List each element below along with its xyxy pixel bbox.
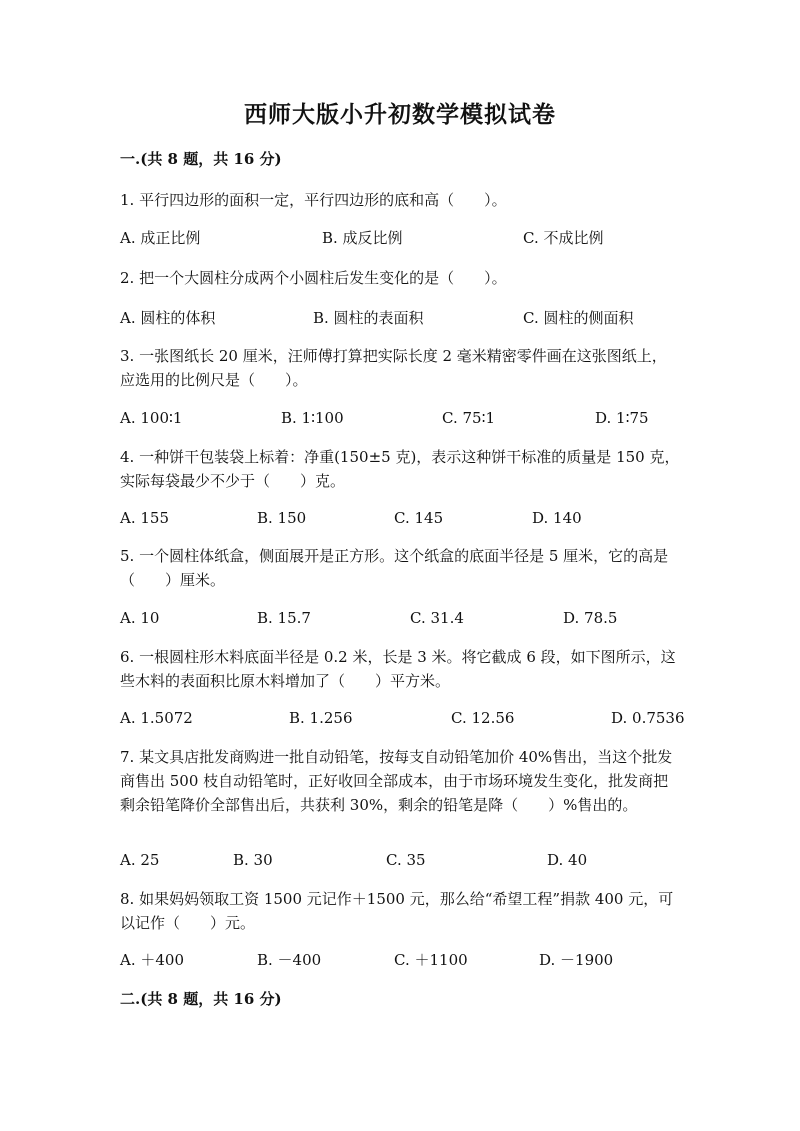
question-1: 1. 平行四边形的面积一定，平行四边形的底和高（ ）。 bbox=[120, 191, 507, 209]
option-a[interactable]: A. ＋400 bbox=[120, 951, 184, 969]
option-b[interactable]: B. 圆柱的表面积 bbox=[313, 309, 424, 327]
question-8: 8. 如果妈妈领取工资 1500 元记作＋1500 元，那么给“希望工程”捐款 400 元，可以记作（ ）元。 bbox=[120, 890, 674, 932]
question-4-options bbox=[120, 506, 700, 530]
question-8-options bbox=[120, 948, 700, 972]
question-3: 3. 一张图纸长 20 厘米，汪师傅打算把实际长度 2 毫米精密零件画在这张图纸上，应选用的比例尺是（ ）。 bbox=[120, 347, 667, 389]
option-d[interactable]: D. 1∶75 bbox=[595, 409, 649, 427]
option-c[interactable]: C. 31.4 bbox=[410, 609, 464, 627]
question-5: 5. 一个圆柱体纸盒，侧面展开是正方形。这个纸盒的底面半径是 5 厘米，它的高是（ ）厘米。 bbox=[120, 547, 669, 589]
option-b[interactable]: B. 1∶100 bbox=[281, 409, 344, 427]
page-title: 西师大版小升初数学模拟试卷 bbox=[244, 101, 556, 128]
option-a[interactable]: A. 100∶1 bbox=[120, 409, 183, 427]
section-heading-2: 二.(共 8 题，共 16 分) bbox=[120, 990, 282, 1008]
option-c[interactable]: C. 145 bbox=[394, 509, 444, 527]
option-a[interactable]: A. 155 bbox=[120, 509, 169, 527]
option-d[interactable]: D. 140 bbox=[532, 509, 582, 527]
option-c[interactable]: C. 75∶1 bbox=[442, 409, 496, 427]
question-5-options bbox=[120, 606, 700, 630]
option-b[interactable]: B. －400 bbox=[257, 951, 322, 969]
option-d[interactable]: D. 78.5 bbox=[563, 609, 618, 627]
option-c[interactable]: C. ＋1100 bbox=[394, 951, 468, 969]
question-1-options bbox=[120, 226, 700, 250]
question-6: 6. 一根圆柱形木料底面半径是 0.2 米，长是 3 米。将它截成 6 段，如下图所示，这些木料的表面积比原木料增加了（ ）平方米。 bbox=[120, 648, 676, 690]
option-b[interactable]: B. 15.7 bbox=[257, 609, 311, 627]
option-a[interactable]: A. 圆柱的体积 bbox=[120, 309, 216, 327]
option-c[interactable]: C. 不成比例 bbox=[523, 229, 604, 247]
option-d[interactable]: D. 40 bbox=[547, 851, 588, 869]
option-b[interactable]: B. 150 bbox=[257, 509, 307, 527]
question-3-options bbox=[120, 406, 700, 430]
question-2: 2. 把一个大圆柱分成两个小圆柱后发生变化的是（ ）。 bbox=[120, 269, 507, 287]
option-a[interactable]: A. 25 bbox=[120, 851, 160, 869]
question-7: 7. 某文具店批发商购进一批自动铅笔，按每支自动铅笔加价 40%售出，当这个批发商售出 500 枝自动铅笔时，正好收回全部成本，由于市场环境发生变化，批发商把剩余铅笔降价全部售出后，共获利 30%，剩余的铅笔是降（ ）%售出的。 bbox=[120, 748, 673, 814]
option-a[interactable]: A. 1.5072 bbox=[120, 709, 193, 727]
option-b[interactable]: B. 30 bbox=[233, 851, 273, 869]
option-a[interactable]: A. 10 bbox=[120, 609, 160, 627]
question-4: 4. 一种饼干包装袋上标着：净重(150±5 克)，表示这种饼干标准的质量是 150 克，实际每袋最少不少于（ ）克。 bbox=[120, 448, 680, 490]
option-b[interactable]: B. 成反比例 bbox=[322, 229, 403, 247]
option-b[interactable]: B. 1.256 bbox=[289, 709, 353, 727]
section-heading-1: 一.(共 8 题，共 16 分) bbox=[120, 150, 282, 168]
option-c[interactable]: C. 圆柱的侧面积 bbox=[523, 309, 634, 327]
question-2-options bbox=[120, 306, 700, 330]
option-c[interactable]: C. 35 bbox=[386, 851, 426, 869]
option-a[interactable]: A. 成正比例 bbox=[120, 229, 201, 247]
option-d[interactable]: D. 0.7536 bbox=[611, 709, 685, 727]
question-6-options bbox=[120, 706, 700, 730]
option-c[interactable]: C. 12.56 bbox=[451, 709, 515, 727]
option-d[interactable]: D. －1900 bbox=[539, 951, 614, 969]
question-7-options bbox=[120, 848, 700, 872]
